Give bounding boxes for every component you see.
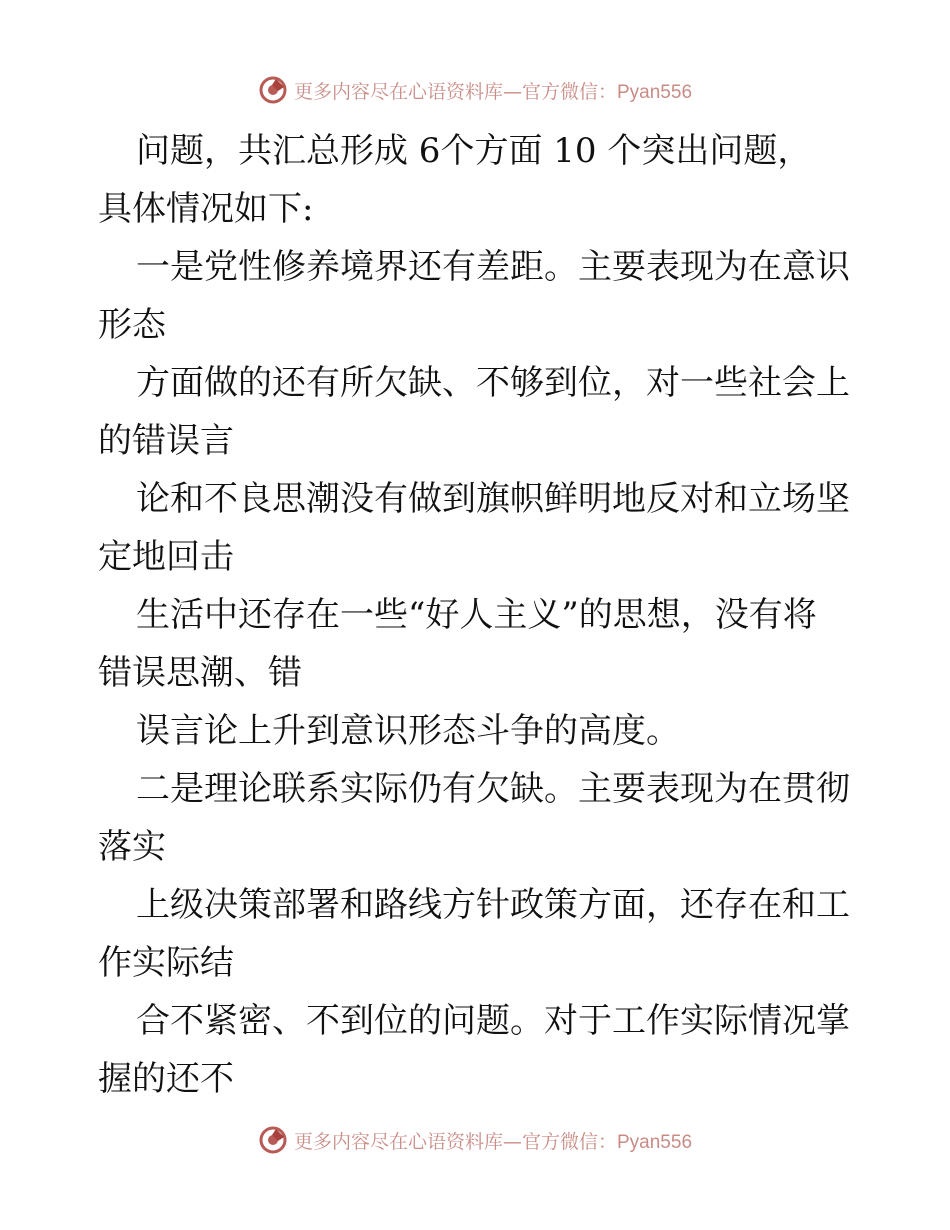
footer-watermark-handle: Pyan556 (617, 1131, 693, 1153)
header-watermark (0, 70, 950, 110)
text-line: 方面做的还有所欠缺、不够到位，对一些社会上 (136, 363, 850, 403)
footer-watermark-label: 更多内容尽在心语资料库—官方微信： (293, 1130, 617, 1153)
text-line: 论和不良思潮没有做到旗帜鲜明地反对和立场坚 (136, 479, 850, 519)
text-line: 一是党性修养境界还有差距。主要表现为在意识 (136, 247, 850, 287)
text-line: 二是理论联系实际仍有欠缺。主要表现为在贯彻 (136, 769, 850, 809)
pen-circle-logo-icon (258, 75, 288, 105)
text-line: 定地回击 (98, 537, 234, 577)
text-line: 具体情况如下: (98, 189, 314, 229)
document-body (98, 122, 853, 1108)
header-watermark-text (294, 77, 692, 104)
text-line: 作实际结 (98, 943, 234, 983)
text-line: 握的还不 (98, 1059, 234, 1099)
text-line: 误言论上升到意识形态斗争的高度。 (136, 711, 680, 751)
text-line: 上级决策部署和路线方针政策方面，还存在和工 (136, 885, 850, 925)
pen-circle-logo-icon (258, 1125, 288, 1155)
text-line: 落实 (98, 827, 166, 867)
text-line: 合不紧密、不到位的问题。对于工作实际情况掌 (136, 1001, 850, 1041)
text-line: 生活中还存在一些“好人主义”的思想，没有将 (136, 595, 817, 635)
text-line: 形态 (98, 305, 166, 345)
footer-watermark (0, 1120, 950, 1160)
footer-watermark-text (294, 1127, 692, 1154)
text-line: 的错误言 (98, 421, 234, 461)
text-line: 错误思潮、错 (98, 653, 302, 693)
header-watermark-handle: Pyan556 (617, 81, 693, 103)
header-watermark-label: 更多内容尽在心语资料库—官方微信： (293, 80, 617, 103)
text-line: 问题，共汇总形成 6个方面 10 个突出问题， (136, 131, 812, 171)
